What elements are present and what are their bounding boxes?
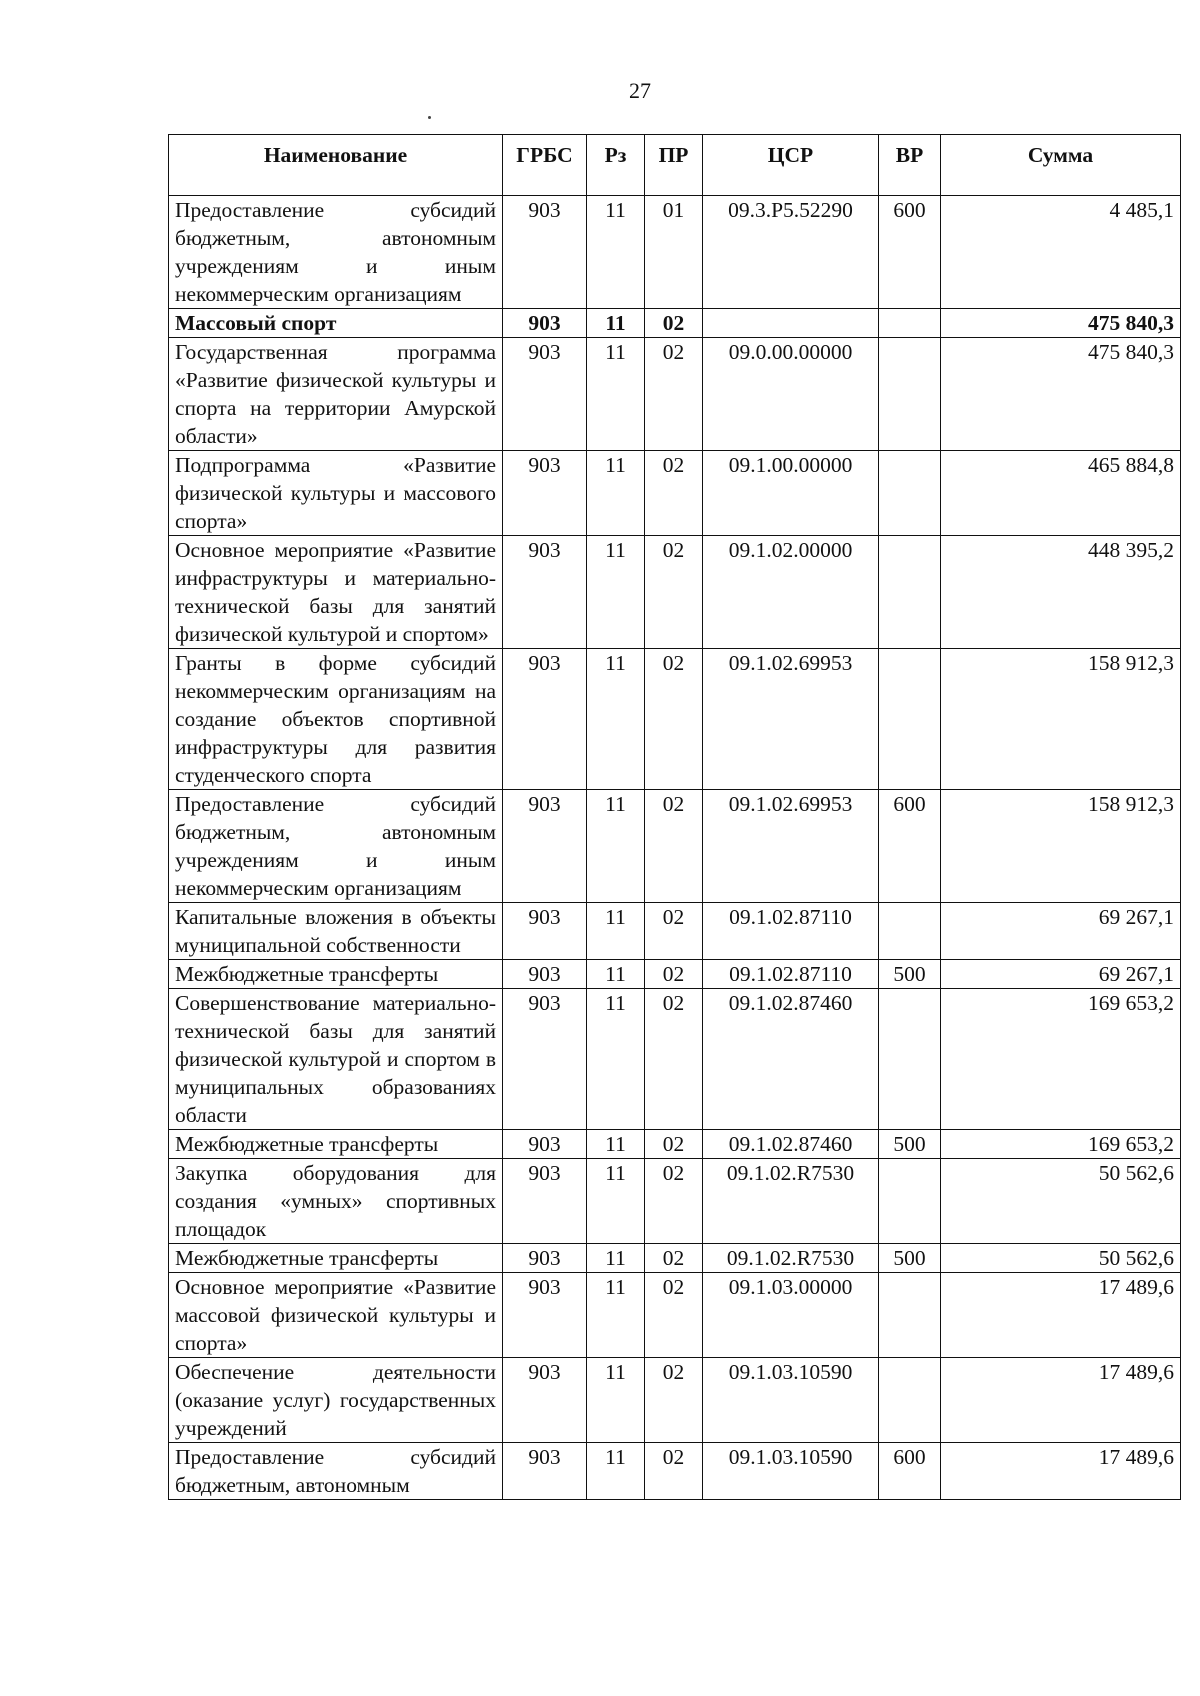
cell-sum: 475 840,3	[941, 309, 1181, 338]
cell-grbs: 903	[503, 1443, 587, 1500]
cell-vr	[879, 1358, 941, 1443]
cell-pr: 02	[645, 649, 703, 790]
cell-pr: 02	[645, 1244, 703, 1273]
cell-rz: 11	[587, 1273, 645, 1358]
cell-csr: 09.0.00.00000	[703, 338, 879, 451]
cell-name: Обеспечение деятельности (оказание услуг) государственных учреждений	[169, 1358, 503, 1443]
cell-sum: 50 562,6	[941, 1244, 1181, 1273]
table-row	[169, 989, 1181, 1130]
cell-grbs: 903	[503, 1273, 587, 1358]
cell-rz: 11	[587, 790, 645, 903]
cell-csr: 09.1.03.00000	[703, 1273, 879, 1358]
cell-rz: 11	[587, 960, 645, 989]
cell-pr: 02	[645, 1130, 703, 1159]
cell-grbs: 903	[503, 451, 587, 536]
cell-name: Межбюджетные трансферты	[169, 960, 503, 989]
header-pr: ПР	[645, 135, 703, 196]
cell-pr: 02	[645, 1273, 703, 1358]
cell-csr: 09.1.02.R7530	[703, 1159, 879, 1244]
table-row	[169, 790, 1181, 903]
cell-csr: 09.1.02.87460	[703, 989, 879, 1130]
budget-table	[168, 134, 1181, 1500]
cell-csr: 09.1.02.00000	[703, 536, 879, 649]
cell-sum: 50 562,6	[941, 1159, 1181, 1244]
cell-pr: 02	[645, 451, 703, 536]
page-number: 27	[629, 78, 651, 103]
cell-grbs: 903	[503, 649, 587, 790]
table-row	[169, 1130, 1181, 1159]
cell-vr	[879, 903, 941, 960]
cell-pr: 02	[645, 903, 703, 960]
cell-vr: 500	[879, 960, 941, 989]
cell-vr: 600	[879, 196, 941, 309]
cell-sum: 448 395,2	[941, 536, 1181, 649]
table-row	[169, 1443, 1181, 1500]
table-row	[169, 1244, 1181, 1273]
cell-csr: 09.1.02.87110	[703, 960, 879, 989]
scan-speck	[428, 116, 431, 119]
cell-name: Межбюджетные трансферты	[169, 1130, 503, 1159]
cell-vr	[879, 338, 941, 451]
cell-grbs: 903	[503, 790, 587, 903]
header-vr: ВР	[879, 135, 941, 196]
cell-sum: 475 840,3	[941, 338, 1181, 451]
table-row	[169, 338, 1181, 451]
cell-pr: 02	[645, 338, 703, 451]
cell-rz: 11	[587, 1244, 645, 1273]
cell-rz: 11	[587, 1358, 645, 1443]
cell-name: Капитальные вложения в объекты муниципальной собственности	[169, 903, 503, 960]
cell-pr: 02	[645, 1159, 703, 1244]
table-row	[169, 451, 1181, 536]
cell-grbs: 903	[503, 309, 587, 338]
cell-rz: 11	[587, 536, 645, 649]
cell-pr: 02	[645, 1443, 703, 1500]
cell-sum: 169 653,2	[941, 989, 1181, 1130]
table-row	[169, 960, 1181, 989]
header-csr: ЦСР	[703, 135, 879, 196]
table-row	[169, 649, 1181, 790]
cell-vr	[879, 989, 941, 1130]
header-grbs: ГРБС	[503, 135, 587, 196]
cell-csr: 09.1.03.10590	[703, 1443, 879, 1500]
cell-vr	[879, 451, 941, 536]
cell-vr	[879, 1273, 941, 1358]
cell-pr: 02	[645, 309, 703, 338]
table-row	[169, 196, 1181, 309]
cell-name: Государственная программа «Развитие физической культуры и спорта на территории Амурской области»	[169, 338, 503, 451]
cell-csr: 09.1.02.R7530	[703, 1244, 879, 1273]
cell-csr: 09.1.03.10590	[703, 1358, 879, 1443]
cell-vr	[879, 309, 941, 338]
cell-name: Предоставление субсидий бюджетным, автономным	[169, 1443, 503, 1500]
cell-grbs: 903	[503, 1358, 587, 1443]
cell-name: Закупка оборудования для создания «умных» спортивных площадок	[169, 1159, 503, 1244]
cell-pr: 02	[645, 790, 703, 903]
cell-sum: 17 489,6	[941, 1443, 1181, 1500]
cell-name: Совершенствование материально-технической базы для занятий физической культурой и спортом в муниципальных образованиях области	[169, 989, 503, 1130]
cell-name: Гранты в форме субсидий некоммерческим организациям на создание объектов спортивной инфраструктуры для развития студенческого спорта	[169, 649, 503, 790]
cell-csr	[703, 309, 879, 338]
cell-sum: 69 267,1	[941, 960, 1181, 989]
cell-vr: 500	[879, 1130, 941, 1159]
header-name: Наименование	[169, 135, 503, 196]
cell-pr: 02	[645, 989, 703, 1130]
cell-pr: 02	[645, 536, 703, 649]
cell-csr: 09.1.00.00000	[703, 451, 879, 536]
cell-csr: 09.3.P5.52290	[703, 196, 879, 309]
table-row	[169, 309, 1181, 338]
cell-sum: 169 653,2	[941, 1130, 1181, 1159]
cell-sum: 17 489,6	[941, 1273, 1181, 1358]
cell-name: Предоставление субсидий бюджетным, автономным учреждениям и иным некоммерческим организациям	[169, 196, 503, 309]
cell-sum: 465 884,8	[941, 451, 1181, 536]
cell-csr: 09.1.02.87110	[703, 903, 879, 960]
table-row	[169, 1159, 1181, 1244]
table-row	[169, 1358, 1181, 1443]
cell-rz: 11	[587, 196, 645, 309]
table-body	[169, 196, 1181, 1500]
cell-grbs: 903	[503, 338, 587, 451]
cell-name: Предоставление субсидий бюджетным, автономным учреждениям и иным некоммерческим организациям	[169, 790, 503, 903]
cell-rz: 11	[587, 309, 645, 338]
cell-grbs: 903	[503, 1244, 587, 1273]
cell-grbs: 903	[503, 989, 587, 1130]
cell-rz: 11	[587, 338, 645, 451]
cell-grbs: 903	[503, 536, 587, 649]
cell-sum: 17 489,6	[941, 1358, 1181, 1443]
cell-grbs: 903	[503, 1159, 587, 1244]
cell-pr: 02	[645, 1358, 703, 1443]
table-row	[169, 536, 1181, 649]
cell-grbs: 903	[503, 903, 587, 960]
cell-name: Межбюджетные трансферты	[169, 1244, 503, 1273]
cell-rz: 11	[587, 649, 645, 790]
cell-sum: 4 485,1	[941, 196, 1181, 309]
cell-rz: 11	[587, 989, 645, 1130]
cell-pr: 02	[645, 960, 703, 989]
table-row	[169, 903, 1181, 960]
cell-name: Подпрограмма «Развитие физической культуры и массового спорта»	[169, 451, 503, 536]
cell-vr	[879, 536, 941, 649]
cell-rz: 11	[587, 1130, 645, 1159]
cell-name: Основное мероприятие «Развитие массовой физической культуры и спорта»	[169, 1273, 503, 1358]
cell-grbs: 903	[503, 960, 587, 989]
cell-rz: 11	[587, 1159, 645, 1244]
cell-sum: 158 912,3	[941, 790, 1181, 903]
cell-csr: 09.1.02.69953	[703, 790, 879, 903]
cell-grbs: 903	[503, 1130, 587, 1159]
cell-name: Массовый спорт	[169, 309, 503, 338]
cell-vr: 600	[879, 1443, 941, 1500]
cell-sum: 158 912,3	[941, 649, 1181, 790]
cell-name: Основное мероприятие «Развитие инфраструктуры и материально-технической базы для занятий физической культурой и спортом»	[169, 536, 503, 649]
cell-vr	[879, 1159, 941, 1244]
table-row	[169, 1273, 1181, 1358]
cell-csr: 09.1.02.69953	[703, 649, 879, 790]
cell-rz: 11	[587, 903, 645, 960]
table-header-row	[169, 135, 1181, 196]
cell-sum: 69 267,1	[941, 903, 1181, 960]
cell-vr	[879, 649, 941, 790]
cell-rz: 11	[587, 451, 645, 536]
cell-csr: 09.1.02.87460	[703, 1130, 879, 1159]
header-rz: Рз	[587, 135, 645, 196]
header-sum: Сумма	[941, 135, 1181, 196]
cell-pr: 01	[645, 196, 703, 309]
cell-vr: 600	[879, 790, 941, 903]
cell-vr: 500	[879, 1244, 941, 1273]
cell-grbs: 903	[503, 196, 587, 309]
cell-rz: 11	[587, 1443, 645, 1500]
